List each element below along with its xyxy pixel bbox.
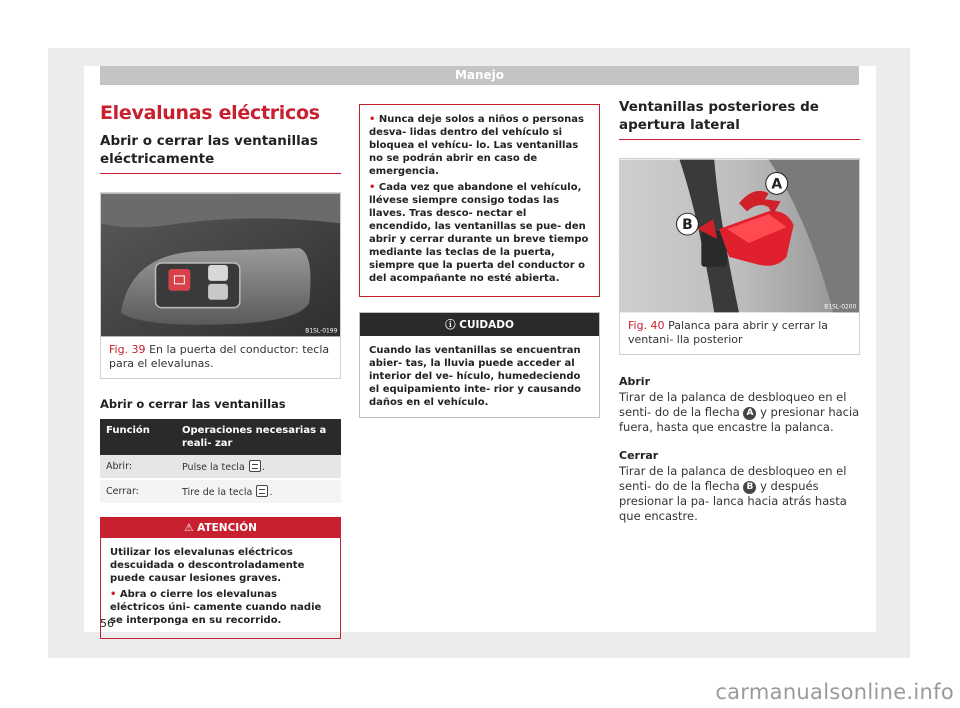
figure-40-label: Fig. 40 — [628, 319, 665, 332]
operation-suffix: . — [261, 462, 265, 473]
warning-triangle-icon: ⚠ — [184, 522, 194, 534]
figure-40 — [619, 158, 860, 355]
figure-39-caption-text: En la puerta del conductor: tecla para el elevalunas. — [109, 343, 330, 370]
close-instructions — [619, 464, 860, 524]
warning-bullet — [369, 113, 590, 178]
door-switch-image — [101, 193, 340, 337]
table-cell-operation — [176, 455, 341, 479]
section-header: Manejo — [100, 66, 859, 85]
arrow-b-marker: B — [743, 481, 756, 494]
close-text-start: Tirar de la palanca de desbloqueo en el senti- do de la flecha — [619, 464, 847, 493]
warning-text: Utilizar los elevalunas eléctricos descuidada o descontroladamente puede causar lesiones graves. — [110, 547, 305, 584]
bullet-icon: • — [110, 589, 117, 600]
page-number: 56 — [100, 617, 114, 630]
bullet-icon: • — [369, 182, 376, 193]
open-text-start: Tirar de la palanca de desbloqueo en el senti- do de la flecha — [619, 390, 847, 419]
figure-40-code: B1SL-0200 — [824, 303, 857, 311]
warning-bullet — [110, 588, 331, 627]
table-cell-operation — [176, 479, 341, 504]
figure-40-label-a: A — [771, 176, 783, 193]
operation-text: Tire de la tecla — [182, 487, 253, 498]
operation-text: Pulse la tecla — [182, 462, 245, 473]
open-instructions — [619, 390, 860, 435]
table-header-row — [100, 419, 341, 455]
rear-window-lever-image — [620, 159, 859, 313]
section-subtitle: Ventanillas posteriores de apertura lateral — [619, 98, 860, 140]
warning-continuation-body — [360, 105, 599, 296]
table-row — [100, 455, 341, 479]
warning-body — [101, 538, 340, 638]
figure-39 — [100, 192, 341, 379]
window-switch-icon — [249, 460, 261, 472]
close-heading: Cerrar — [619, 449, 659, 462]
care-header — [360, 313, 599, 336]
figure-39-label: Fig. 39 — [109, 343, 146, 356]
warning-box — [100, 517, 341, 639]
table-header-operations: Operaciones necesarias a reali- zar — [176, 419, 341, 455]
info-circle-icon: ⓘ — [445, 319, 456, 331]
warning-continuation-box — [359, 104, 600, 297]
table-header-function: Función — [100, 419, 176, 455]
middle-column — [359, 100, 600, 418]
warning-bullet — [369, 181, 590, 285]
table-cell-function: Cerrar: — [100, 479, 176, 504]
care-box — [359, 312, 600, 418]
window-switch-icon — [256, 485, 268, 497]
section-subtitle: Abrir o cerrar las ventanillas eléctricamente — [100, 132, 341, 174]
open-text-end: y presionar hacia fuera, hasta que encastre la palanca. — [619, 405, 860, 434]
table-cell-function: Abrir: — [100, 455, 176, 479]
figure-39-caption — [101, 337, 340, 378]
page-title: Elevalunas eléctricos — [100, 102, 320, 124]
care-text: Cuando las ventanillas se encuentran abier- tas, la lluvia puede acceder al interior del ve- hículo, humedeciendo el equipamiento inte- rior y causando daños en el vehículo. — [369, 345, 581, 408]
figure-40-label-b: B — [682, 217, 693, 234]
arrow-a-marker: A — [743, 407, 756, 420]
warning-header — [101, 518, 340, 538]
bullet-icon: • — [369, 114, 376, 125]
figure-40-caption — [620, 313, 859, 354]
care-title: CUIDADO — [459, 319, 514, 331]
table-heading: Abrir o cerrar las ventanillas — [100, 397, 286, 411]
warning-bullet-text: Abra o cierre los elevalunas eléctricos úni- camente cuando nadie se interponga en su recorrido. — [110, 589, 322, 626]
operation-suffix: . — [269, 487, 273, 498]
left-column — [100, 95, 341, 639]
function-table — [100, 419, 341, 505]
figure-40-caption-text: Palanca para abrir y cerrar la ventani- lla posterior — [628, 319, 829, 346]
right-column — [619, 95, 860, 532]
figure-39-code: B1SL-0199 — [305, 327, 338, 335]
open-heading: Abrir — [619, 375, 651, 388]
warning-title: ATENCIÓN — [197, 522, 257, 534]
table-row — [100, 479, 341, 504]
warning-bullet-text: Cada vez que abandone el vehículo, llévese siempre consigo todas las llaves. Tras desco- nectar el encendido, las ventanillas se pue- den abrir y cerrar durante un breve tiempo mediante las teclas de la puerta, siempre que la puerta del conductor o del acompañante no esté abierta. — [369, 182, 589, 284]
warning-bullet-text: Nunca deje solos a niños o personas desva- lidas dentro del vehículo si bloquea el vehícu- lo. Las ventanillas no se podrán abrir en caso de emergencia. — [369, 114, 584, 177]
close-text-end: y después presionar la pa- lanca hacia atrás hasta que encastre. — [619, 479, 847, 523]
watermark: carmanualsonline.info — [715, 680, 954, 704]
